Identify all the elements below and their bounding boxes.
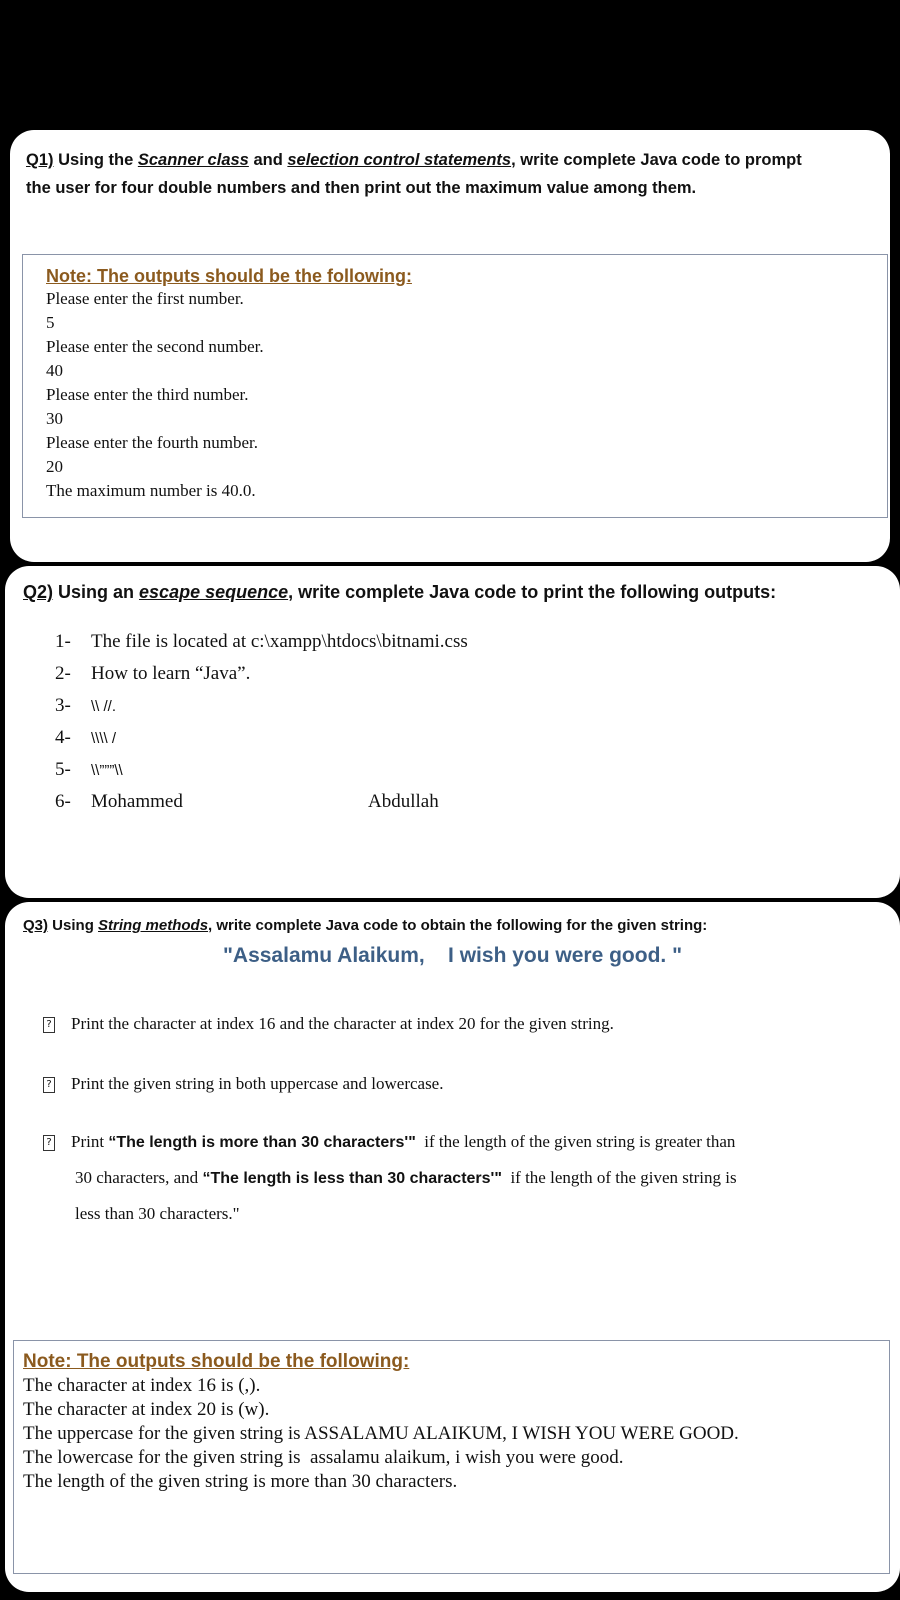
q1-text-part: and xyxy=(248,151,288,169)
question-3-heading xyxy=(23,912,707,940)
q2-item-text: \\\\ / xyxy=(91,730,117,747)
q3-task-text: Print the given string in both uppercase and lowercase. xyxy=(71,1074,444,1093)
q2-item-number: 4- xyxy=(55,727,71,748)
q1-output-line: Please enter the first number. xyxy=(46,289,244,308)
q2-list-item xyxy=(55,726,116,751)
q1-output-note-box xyxy=(22,254,888,518)
q2-item-number: 1- xyxy=(55,631,71,652)
q3-text-part: Using xyxy=(48,917,99,934)
q3-task-item xyxy=(43,1006,860,1041)
q2-text-part: , write complete Java code to print the following outputs: xyxy=(288,582,777,602)
q2-item-text: \\”””\\ xyxy=(91,762,123,779)
q1-output-line: 30 xyxy=(46,409,63,428)
q3-task-bold: “The length is more than 30 characters'" xyxy=(108,1134,416,1151)
q1-output-line: Please enter the fourth number. xyxy=(46,433,258,452)
bullet-icon: ? xyxy=(43,1135,55,1151)
q1-output-line: 5 xyxy=(46,313,55,332)
q1-note-title: Note: The outputs should be the following: xyxy=(46,266,412,286)
question-3-card xyxy=(5,902,900,1592)
q1-output-line: 20 xyxy=(46,457,63,476)
q2-item-number: 3- xyxy=(55,695,71,716)
bullet-icon: ? xyxy=(43,1017,55,1033)
q3-task-text: less than 30 characters." xyxy=(75,1204,240,1223)
q2-list-item xyxy=(55,694,116,719)
q3-task-text: if the length of the given string is greater than xyxy=(415,1132,736,1151)
q1-scanner-term: Scanner class xyxy=(137,151,249,169)
q2-item-text: Mohammed xyxy=(91,791,183,812)
q3-output-line: The character at index 16 is (,). xyxy=(23,1375,261,1396)
q3-output-line: The character at index 20 is (w). xyxy=(23,1399,270,1420)
q3-task-item xyxy=(43,1124,860,1231)
bullet-icon: ? xyxy=(43,1077,55,1093)
q1-output-line: 40 xyxy=(46,361,63,380)
q3-task-text: Print the character at index 16 and the character at index 20 for the given string. xyxy=(71,1014,614,1033)
q2-item-number: 2- xyxy=(55,663,71,684)
q3-string-methods-term: String methods xyxy=(98,917,209,934)
q2-item-text: How to learn “Java”. xyxy=(91,663,251,684)
q3-task-bold: “The length is less than 30 characters'" xyxy=(202,1170,502,1187)
q2-list-item xyxy=(55,758,123,783)
q3-text-part: , write complete Java code to obtain the following for the given string: xyxy=(208,917,708,934)
q1-heading-line2: the user for four double numbers and then print out the maximum value among them. xyxy=(26,179,697,197)
q3-output-line: The length of the given string is more than 30 characters. xyxy=(23,1471,458,1492)
q3-output-line: The lowercase for the given string is assalamu alaikum, i wish you were good. xyxy=(23,1447,624,1468)
q2-item-number: 6- xyxy=(55,791,71,812)
q2-item-number: 5- xyxy=(55,759,71,780)
question-1-card xyxy=(10,130,890,562)
q1-text-part: Using the xyxy=(53,151,138,169)
q3-task-text: 30 characters, and xyxy=(75,1168,203,1187)
q2-number: Q2) xyxy=(23,582,54,602)
q2-text-part: Using an xyxy=(53,582,140,602)
q3-output-note-box xyxy=(13,1340,890,1574)
q1-text-part: , write complete Java code to prompt xyxy=(511,151,802,169)
question-2-card xyxy=(5,566,900,898)
q1-output-line: Please enter the third number. xyxy=(46,385,249,404)
q1-selection-term: selection control statements xyxy=(287,151,512,169)
q2-list-item xyxy=(55,662,250,686)
q2-item-text: The file is located at c:\xampp\htdocs\bitnami.css xyxy=(91,631,468,652)
q2-item-text-2: Abdullah xyxy=(368,791,439,812)
q3-task-item xyxy=(43,1066,860,1101)
q1-output-line: Please enter the second number. xyxy=(46,337,264,356)
q3-task-text: if the length of the given string is xyxy=(501,1168,737,1187)
q2-list-item xyxy=(55,630,468,654)
q3-note-title: Note: The outputs should be the following: xyxy=(23,1351,410,1372)
q2-item-text: \\ //. xyxy=(91,698,117,715)
q3-task-text: Print xyxy=(71,1132,109,1151)
q3-output-line: The uppercase for the given string is ASSALAMU ALAIKUM, I WISH YOU WERE GOOD. xyxy=(23,1423,739,1444)
q3-given-string: "Assalamu Alaikum, I wish you were good. " xyxy=(222,944,683,967)
question-1-heading xyxy=(26,146,876,202)
q1-output-line: The maximum number is 40.0. xyxy=(46,481,256,500)
q2-escape-term: escape sequence xyxy=(139,582,289,602)
q1-number: Q1) xyxy=(26,151,54,169)
q2-list-item xyxy=(55,790,475,814)
question-2-heading xyxy=(23,578,776,606)
q3-number: Q3) xyxy=(23,917,49,934)
